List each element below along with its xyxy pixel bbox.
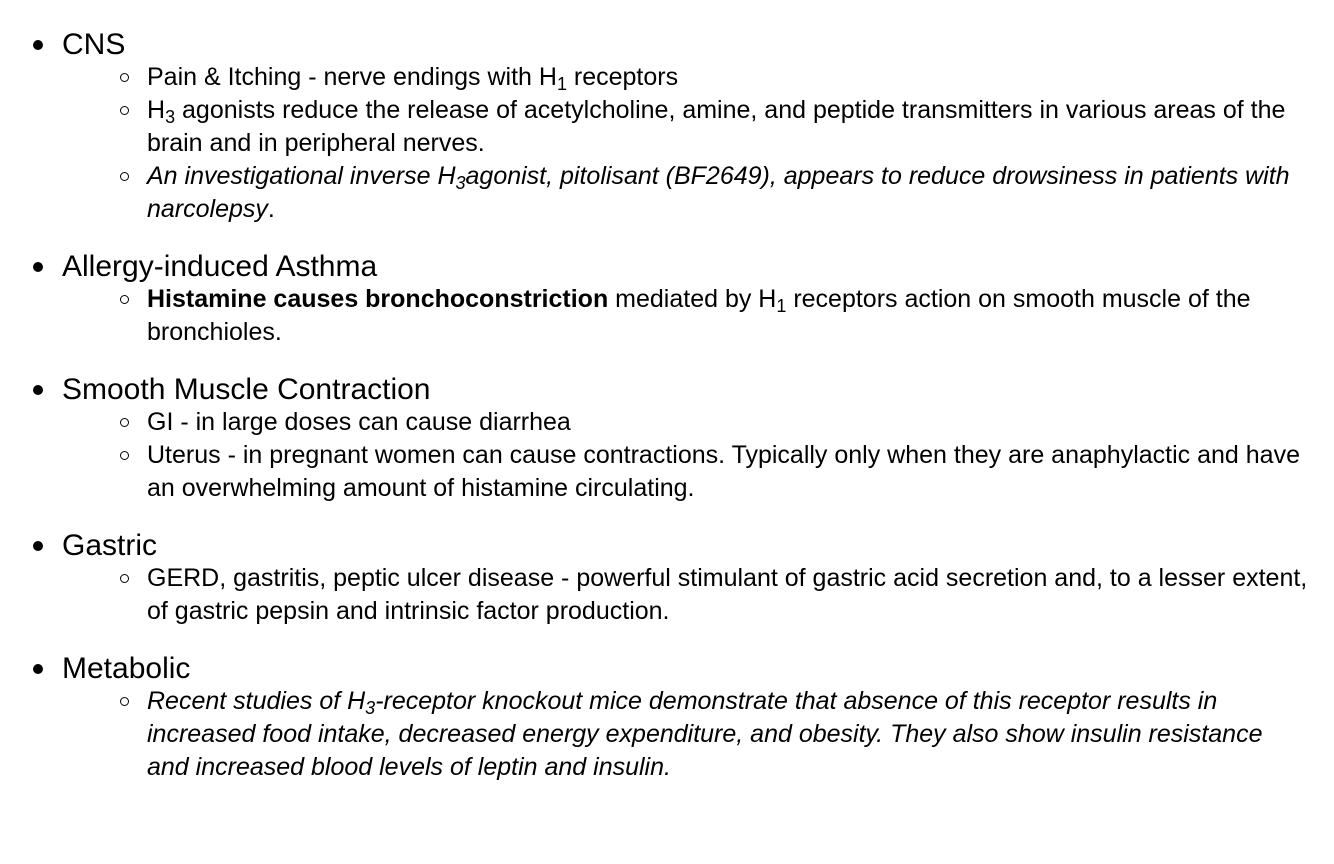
bullet-circle-icon — [120, 574, 129, 583]
text-run: agonists reduce the release of acetylcholine, amine, and peptide transmitters in various areas of the brain and in peripheral nerves. — [147, 96, 1286, 157]
bullet-circle-icon — [120, 697, 129, 706]
list-item — [0, 439, 1334, 505]
bold-text-run: Histamine causes bronchoconstriction — [147, 285, 609, 313]
text-run: receptors action on smooth muscle of the bronchioles. — [147, 285, 1251, 346]
section-allergy-asthma — [0, 249, 1334, 349]
section-header — [0, 27, 1334, 61]
list-item — [0, 562, 1334, 628]
text-run: An investigational inverse H — [147, 162, 456, 190]
section-metabolic — [0, 651, 1334, 784]
bullet-circle-icon — [120, 106, 129, 115]
bullet-disc-icon — [33, 541, 43, 551]
text-run: Uterus - in pregnant women can cause contractions. Typically only when they are anaphylactic and have an overwhelming amount of histamine circulating. — [147, 441, 1300, 502]
section-header — [0, 528, 1334, 562]
text-run: GERD, gastritis, peptic ulcer disease - powerful stimulant of gastric acid secretion and, to a lesser extent, of gastric pepsin and intrinsic factor production. — [147, 564, 1308, 625]
subscript: 3 — [365, 698, 376, 719]
section-heading-allergy-asthma: Allergy-induced Asthma — [62, 250, 378, 283]
section-cns — [0, 0, 1334, 226]
list-item — [0, 685, 1334, 784]
list-item — [0, 283, 1334, 349]
section-heading-smooth-muscle: Smooth Muscle Contraction — [62, 373, 431, 406]
section-header — [0, 249, 1334, 283]
section-heading-metabolic: Metabolic — [62, 652, 191, 685]
text-run: -receptor knockout mice demonstrate that absence of this receptor results in increased food intake, decreased energy expenditure, and obesity. They also show insulin resistance and increased blood levels of leptin and insulin. — [147, 687, 1263, 781]
text-run: mediated by H — [608, 285, 777, 313]
section-smooth-muscle — [0, 372, 1334, 505]
bullet-disc-icon — [33, 664, 43, 674]
bullet-circle-icon — [120, 295, 129, 304]
bullet-circle-icon — [120, 418, 129, 427]
text-run: agonist, pitolisant (BF2649), appears to reduce drowsiness in patients with narcolepsy — [147, 162, 1290, 223]
bullet-disc-icon — [33, 385, 43, 395]
bullet-circle-icon — [120, 73, 129, 82]
text-run: H — [147, 96, 166, 124]
list-item — [0, 61, 1334, 94]
text-run: GI - in large doses can cause diarrhea — [147, 408, 571, 436]
subscript: 1 — [556, 74, 567, 95]
bullet-circle-icon — [120, 451, 129, 460]
text-run: Recent studies of H — [147, 687, 366, 715]
section-gastric — [0, 528, 1334, 628]
section-header — [0, 372, 1334, 406]
subscript: 3 — [455, 173, 466, 194]
bullet-disc-icon — [33, 262, 43, 272]
section-heading-cns: CNS — [62, 28, 126, 61]
bullet-circle-icon — [120, 172, 129, 181]
subscript: 3 — [165, 107, 176, 128]
list-item — [0, 406, 1334, 439]
section-heading-gastric: Gastric — [62, 529, 158, 562]
bullet-disc-icon — [33, 40, 43, 50]
list-item — [0, 94, 1334, 160]
text-run: Pain & Itching - nerve endings with H — [147, 63, 557, 91]
subscript: 1 — [776, 296, 787, 317]
text-run: . — [267, 195, 275, 223]
text-run: receptors — [566, 63, 679, 91]
list-item — [0, 160, 1334, 226]
section-header — [0, 651, 1334, 685]
